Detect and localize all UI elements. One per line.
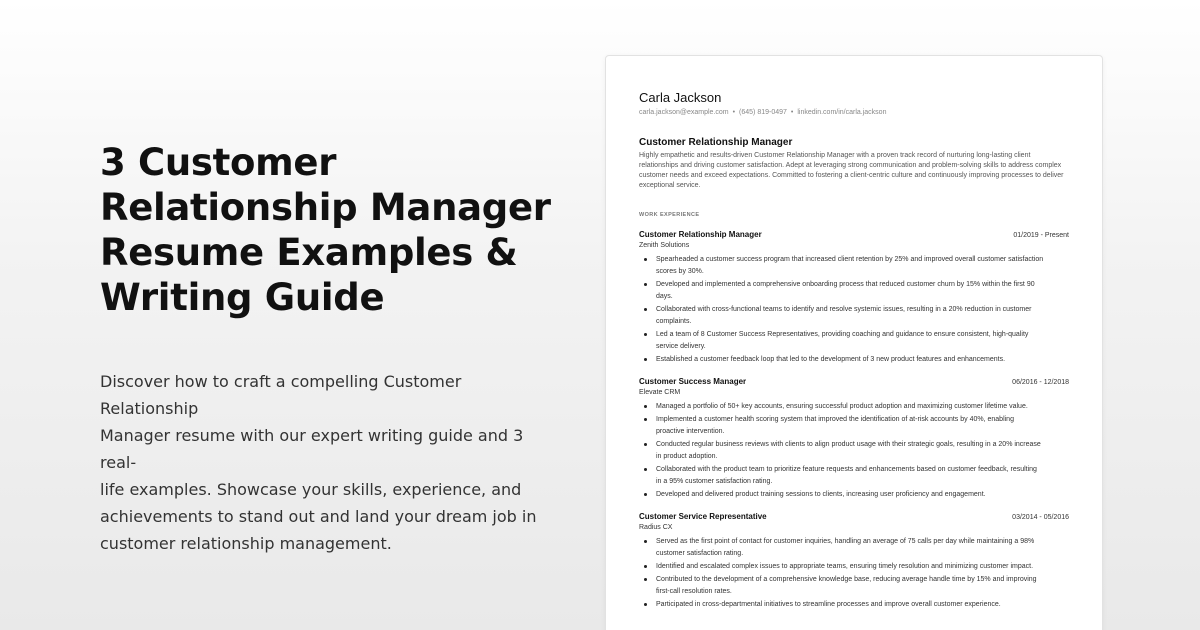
resume-title: Customer Relationship Manager [639, 137, 793, 148]
page-title [100, 140, 560, 320]
job-header [639, 511, 1069, 523]
job-header [639, 376, 1069, 388]
section-label-work-experience: WORK EXPERIENCE [639, 212, 700, 218]
description-line: Manager resume with our expert writing guide and 3 real- [100, 426, 524, 472]
job-dates: 01/2019 - Present [1013, 232, 1069, 239]
job-bullets [639, 536, 1069, 611]
job-bullet: Conducted regular business reviews with clients to align product usage with their strategic goals, resulting in a 20% increase in product adoption. [656, 439, 1069, 463]
job-bullet: Contributed to the development of a comprehensive knowledge base, reducing average handle time by 15% and improving first-call resolution rates. [656, 574, 1069, 598]
job-bullet: Spearheaded a customer success program that increased client retention by 25% and improved overall customer satisfaction scores by 30%. [656, 254, 1069, 278]
page-description [100, 368, 540, 557]
contact-separator: • [732, 109, 736, 116]
description-line: customer relationship management. [100, 534, 392, 553]
headline-line: Resume Examples & [100, 231, 518, 274]
job-bullet: Developed and delivered product training sessions to clients, increasing user proficiency and engagement. [656, 489, 1069, 501]
job-bullet: Identified and escalated complex issues to appropriate teams, ensuring timely resolution and minimizing customer impact. [656, 561, 1069, 573]
intro-panel [100, 140, 560, 557]
job-bullet: Established a customer feedback loop that led to the development of 3 new product features and enhancements. [656, 354, 1069, 366]
headline-line: Relationship Manager [100, 186, 551, 229]
resume-contact [639, 108, 1069, 118]
job-bullet: Developed and implemented a comprehensive onboarding process that reduced customer churn by 15% within the first 90 days. [656, 279, 1069, 303]
headline-line: Writing Guide [100, 276, 385, 319]
job-dates: 06/2016 - 12/2018 [1012, 379, 1069, 386]
description-line: Discover how to craft a compelling Customer Relationship [100, 372, 462, 418]
job-bullet: Served as the first point of contact for customer inquiries, handling an average of 75 calls per day while maintaining a 98% customer satisfaction rating. [656, 536, 1069, 560]
job-title: Customer Relationship Manager [639, 230, 762, 239]
work-experience-list [639, 229, 1069, 611]
headline-line: 3 Customer [100, 141, 337, 184]
job-company: Radius CX [639, 524, 673, 531]
contact-phone: (645) 819-0497 [739, 109, 787, 116]
job-entry [639, 511, 1069, 611]
resume-name: Carla Jackson [639, 90, 722, 105]
job-entry [639, 376, 1069, 501]
resume-summary: Highly empathetic and results-driven Customer Relationship Manager with a proven track record of nurturing long-lasting client relationships and driving customer satisfaction. Adept at leveraging strong communication and problem-solving skills to address complex customer needs and exceed expectations. Committed to fostering a client-centric culture and continuously improving processes to deliver exceptional service. [639, 152, 1064, 189]
job-bullet: Managed a portfolio of 50+ key accounts, ensuring successful product adoption and maximizing customer lifetime value. [656, 401, 1069, 413]
job-bullets [639, 254, 1069, 366]
job-bullet: Led a team of 8 Customer Success Representatives, providing coaching and guidance to ensure consistent, high-quality service delivery. [656, 329, 1069, 353]
job-title: Customer Service Representative [639, 512, 767, 521]
description-line: achievements to stand out and land your dream job in [100, 507, 537, 526]
contact-linkedin: linkedin.com/in/carla.jackson [797, 109, 887, 116]
job-bullet: Participated in cross-departmental initiatives to streamline processes and improve overall customer experience. [656, 599, 1069, 611]
job-bullet: Implemented a customer health scoring system that improved the identification of at-risk accounts by 40%, enabling proactive intervention. [656, 414, 1069, 438]
job-entry [639, 229, 1069, 366]
job-bullet: Collaborated with the product team to prioritize feature requests and enhancements based on customer feedback, resulting in a 95% customer satisfaction rating. [656, 464, 1069, 488]
contact-separator: • [790, 109, 794, 116]
job-bullet: Collaborated with cross-functional teams to identify and resolve systemic issues, resulting in a 20% reduction in customer complaints. [656, 304, 1069, 328]
resume-preview [605, 55, 1103, 630]
contact-email: carla.jackson@example.com [639, 109, 729, 116]
job-company: Zenith Solutions [639, 242, 690, 249]
job-company: Elevate CRM [639, 389, 681, 396]
job-bullets [639, 401, 1069, 501]
job-dates: 03/2014 - 05/2016 [1012, 514, 1069, 521]
description-line: life examples. Showcase your skills, experience, and [100, 480, 522, 499]
job-header [639, 229, 1069, 241]
job-title: Customer Success Manager [639, 377, 747, 386]
